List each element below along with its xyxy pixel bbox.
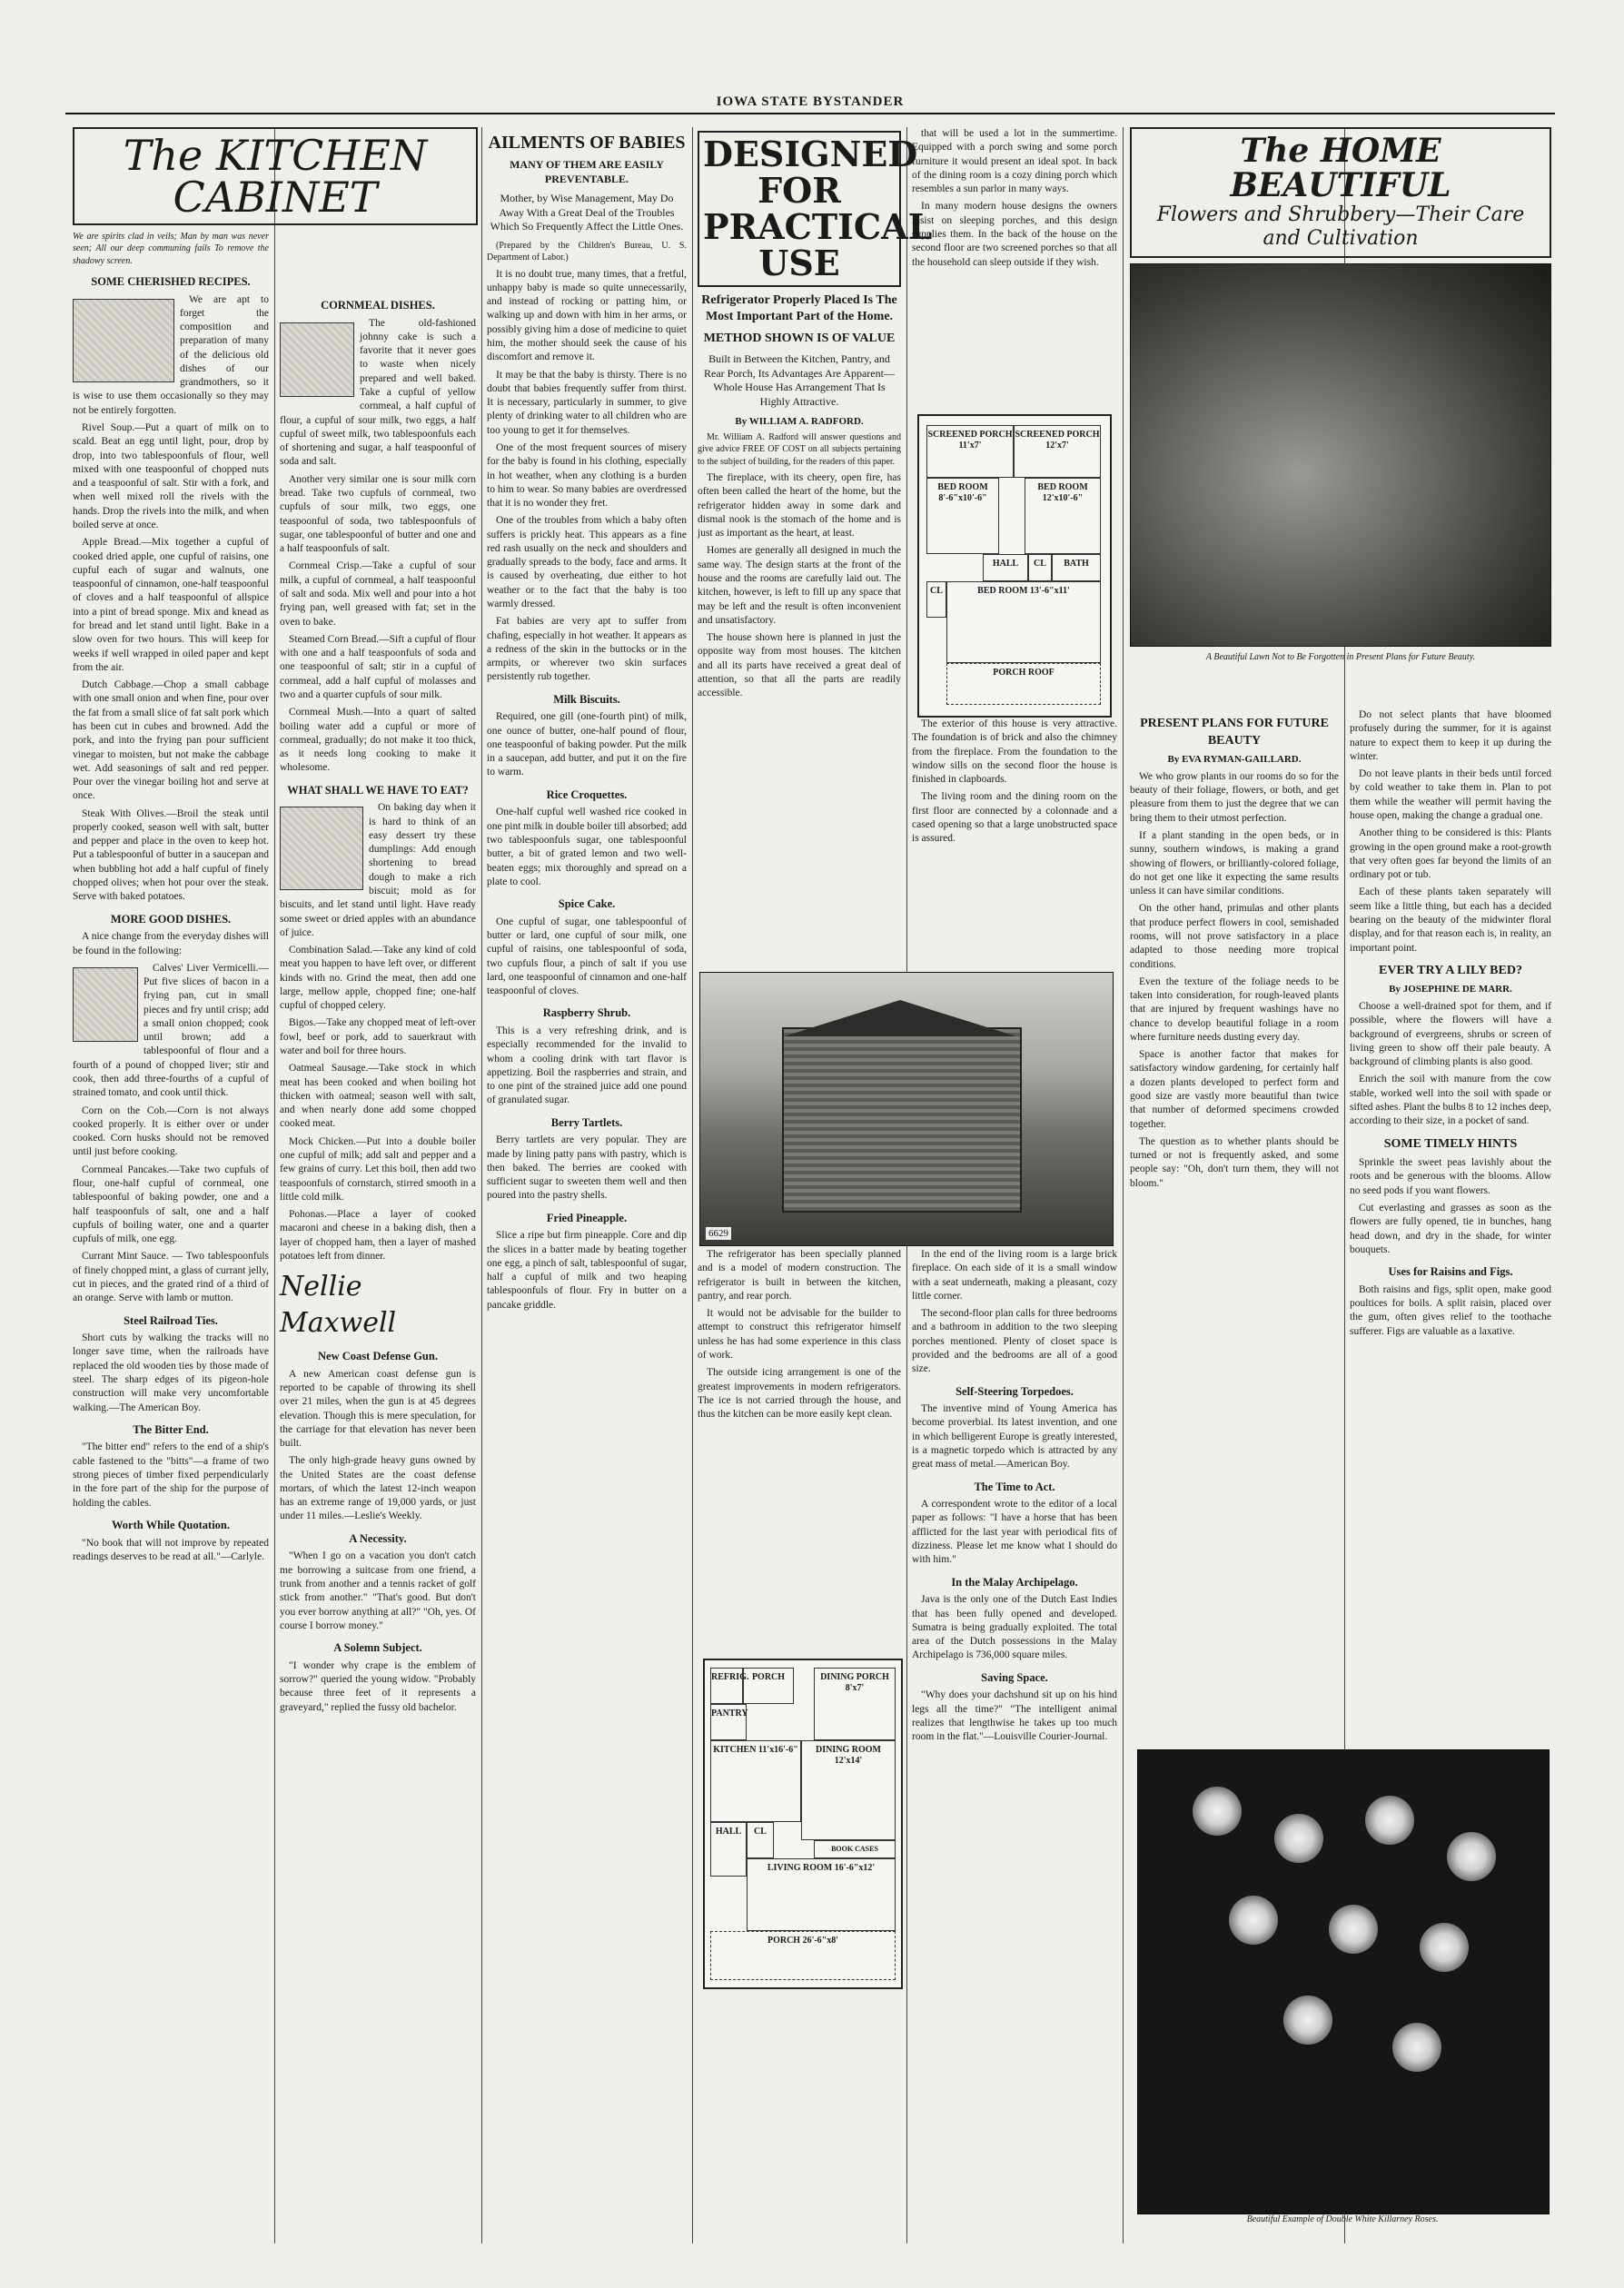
kitchen-cabinet-title: The KITCHEN CABINET — [123, 131, 428, 222]
section-title: MORE GOOD DISHES. — [110, 912, 232, 926]
article-body: Cut everlasting and grasses as soon as the flowers are fully opened, tie in bunches, hang head down, and dry in the shade, for winter bouquets. — [1350, 1203, 1551, 1255]
article-deck: MANY OF THEM ARE EASILY PREVENTABLE. — [510, 158, 664, 185]
article-body: Another very similar one is sour milk corn bread. Take two cupfuls of cornmeal, two cupfuls of sour milk, two eggs, one teaspoonful of soda, two tablespoonfuls of sugar, one tablespoonful of butter and one and a half teaspoonfuls of salt. — [280, 473, 476, 555]
poem: We are spirits clad in veils; Man by man was never seen; All our deep communing fails To remove the shadowy screen. — [73, 232, 269, 266]
kitchen-illustration — [73, 299, 174, 382]
article-deck: Built in Between the Kitchen, Pantry, and Rear Porch, Its Advantages Are Apparent—Whole House Has Arrangement That Is Highly Attractive. — [704, 352, 895, 408]
plan-room: BOOK CASES — [814, 1840, 896, 1858]
article-title: The Bitter End. — [133, 1422, 209, 1436]
article-body: Pohonas.—Place a layer of cooked macaroni and cheese in a baking dish, then a layer of chopped ham, then a layer of mashed potatoes left from dinner. — [280, 1209, 476, 1262]
present-plans-column — [1130, 708, 1339, 1735]
article-body: A correspondent wrote to the editor of a local paper as follows: "I have a horse that has been afflicted for the last year with periodical fits of dizziness. Please let me know what I should do with him." — [912, 1499, 1117, 1566]
article-body: In the end of the living room is a large brick fireplace. On each side of it is a small window with a seat underneath, making a pleasant, cozy little corner. — [912, 1249, 1117, 1302]
plan-room: SCREENED PORCH 11'x7' — [926, 425, 1014, 478]
article-body: "Why does your dachshund sit up on his hind legs all the time?" "The intelligent animal realizes that lengthwise he takes up too much room in the flat."—Louisville Courier-Journal. — [912, 1689, 1117, 1743]
article-body: In many modern house designs the owners insist on sleeping porches, and this design supplies them. In the back of the house on the second floor are two screened porches so that all the household can sleep outside if they wish. — [912, 201, 1117, 268]
article-title: Fried Pineapple. — [546, 1211, 628, 1224]
article-body: It may be that the baby is thirsty. There is no doubt that babies frequently suffer from thirst. It is necessary, particularly in summer, to give plenty of drinking water to all children who are too young to get it for themselves. — [487, 369, 687, 436]
rose-bloom — [1283, 1996, 1332, 2045]
article-body: Mock Chicken.—Put into a double boiler one cupful of milk; add salt and pepper and a few grains of curry. Let this boil, then add two teaspoonfuls of cornstarch, stirred smooth in a little cold milk. — [280, 1135, 476, 1203]
plan-room: SCREENED PORCH 12'x7' — [1014, 425, 1101, 478]
article-body: Java is the only one of the Dutch East Indies that has been fully opened and developed. Sumatra is being gradually exploited. The total area of the Dutch possessions in the Malay Archipelago is 736,000 square miles. — [912, 1594, 1117, 1661]
article-headline: DESIGNED FOR PRACTICAL USE — [698, 131, 901, 287]
practical-use-lower — [698, 1248, 901, 1648]
article-body: Do not leave plants in their beds until forced by cold weather to take them in. Plan to pot them while the weather will permit having the house open, making the change a gradual one. — [1350, 768, 1551, 821]
article-body: "The bitter end" refers to the end of a ship's cable fastened to the "bitts"—a frame of two strong pieces of timber fixed perpendicularly in the fore part of the ship for the purpose of holding the cables. — [73, 1441, 269, 1509]
column-five-lower — [912, 1248, 1117, 2247]
article-title: New Coast Defense Gun. — [318, 1350, 438, 1363]
recipe-mint-sauce: Currant Mint Sauce. — Two tablespoonfuls of finely chopped mint, a glass of currant jelly, cut in pieces, and the grated rind of a third of an orange. Serve with lamb or mutton. — [73, 1251, 269, 1304]
practical-use-column — [698, 127, 933, 981]
article-body: The question as to whether plants should be turned or not is frequently asked, and some people say: "Oh, don't turn them, they will not bloom." — [1130, 1135, 1339, 1189]
plan-room: KITCHEN 11'x16'-6" — [710, 1740, 801, 1822]
article-title: Spice Cake. — [558, 897, 616, 911]
article-deck: METHOD SHOWN IS OF VALUE — [703, 331, 896, 345]
article-body: This is a very refreshing drink, and is especially recommended for the invalid to whom a cooling drink with tart flavor is appetizing. Boil the raspberries and strain, and to one pint of the strained juice add one pound of granulated sugar. — [487, 1025, 687, 1106]
article-body: that will be used a lot in the summertime. Equipped with a porch swing and some porch furniture it would present an ideal spot. In back of the dining room is a cozy dining porch which resembles a sun parlor in many ways. — [912, 128, 1117, 195]
article-deck: Refrigerator Properly Placed Is The Most Important Part of the Home. — [701, 292, 897, 323]
article-body: Fat babies are very apt to suffer from chafing, especially in hot weather. It appears as a redness of the skin in the buttocks or in the armpits, or wherever two skin surfaces persistently rub together. — [487, 616, 687, 683]
article-credit: (Prepared by the Children's Bureau, U. S. Department of Labor.) — [487, 240, 687, 263]
article-body: "I wonder why crape is the emblem of sorrow?" queried the young widow. "Probably because three feet of it represents a graveyard," replied the fussy old bachelor. — [280, 1659, 476, 1713]
plan-room: CL — [747, 1822, 774, 1858]
article-body: "When I go on a vacation you don't catch me borrowing a suitcase from one friend, a trunk from another and a tennis racket of golf stick from another." "That's good. But don't you ever borrow anything at all?" "Oh, yes. Of course I borrow money." — [280, 1550, 476, 1631]
plan-room: CL — [926, 581, 946, 618]
article-title: Berry Tartlets. — [550, 1115, 623, 1129]
article-title: A Necessity. — [349, 1531, 407, 1545]
article-headline: PRESENT PLANS FOR FUTURE BEAUTY — [1140, 717, 1329, 748]
house-photo — [699, 972, 1114, 1246]
plan-room: BED ROOM 12'x10'-6" — [1025, 478, 1101, 554]
article-body: The old-fashioned johnny cake is such a favorite that it never goes to waste when nicely prepared and well baked. Take a cupful of yellow cornmeal, a half cupful of flour, a cupful of sour milk, two eggs, a half cupful of sweet milk, two tablespoonfuls each of shortening and sugar, a half teaspoonful of soda and salt. — [280, 317, 476, 468]
article-body: Berry tartlets are very popular. They are made by lining patty pans with pastry, which is then baked. The berries are cooked with sufficient sugar to sweeten them well and then poured into the pastry shells. — [487, 1134, 687, 1202]
article-body: One of the troubles from which a baby often suffers is prickly heat. This appears as a fine red rash usually on the neck and shoulders and gradually spreads to the body, face and arms. It is caused by overheating, due either to hot weather or to the fact that the baby is too warmly dressed. — [487, 515, 687, 610]
signature: Nellie Maxwell — [280, 1271, 397, 1340]
recipe-apple-bread: Apple Bread.—Mix together a cupful of cooked dried apple, one cupful of raisins, one cupful each of sugar and walnuts, one teaspoonful of cinnamon, one-half teaspoonful of cloves and a half teaspoonful of allspice into a pint of bread sponge. Mix and knead as for bread and let stand until light. Bake in a slow oven for two hours. This will keep for weeks if well wrapped in oiled paper and kept from the air. — [73, 537, 269, 673]
article-title: Rice Croquettes. — [546, 787, 628, 801]
byline: By JOSEPHINE DE MARR. — [1389, 984, 1512, 995]
article-body: One of the most frequent sources of misery for the baby is found in his clothing, especially in hot weather, when any clothing is a burden to him to wear. So many babies are overdressed that it is no wonder they fret. — [487, 441, 687, 510]
home-beautiful-subtitle: Flowers and Shrubbery—Their Care and Cultivation — [1156, 203, 1525, 250]
cornmeal-column — [280, 291, 476, 2243]
article-body: Sprinkle the sweet peas lavishly about the roots and be generous with the blooms. Allow no seed pods if you want flowers. — [1350, 1157, 1551, 1196]
article-headline: SOME TIMELY HINTS — [1383, 1136, 1518, 1151]
article-title: A Solemn Subject. — [333, 1641, 422, 1655]
article-body: Both raisins and figs, split open, make good poultices for boils. A split raisin, placed over the gum, often gives relief to the toothache sufferer. Figs are valuable as a laxative. — [1350, 1283, 1551, 1337]
section-title: WHAT SHALL WE HAVE TO EAT? — [287, 783, 469, 797]
column-rule — [692, 127, 693, 2243]
plan-room: BED ROOM 13'-6"x11' — [946, 581, 1101, 663]
article-title: Saving Space. — [981, 1670, 1048, 1684]
article-body: One cupful of sugar, one tablespoonful of butter or lard, one cupful of sour milk, one cupful of raisins, one tablespoonful of soda, two cupfuls flour, a pinch of salt if you use lard, one teaspoonful of cinnamon and one-half teaspoonful of cloves. — [487, 916, 687, 997]
article-body: The outside icing arrangement is one of the greatest improvements in modern refrigerators. The ice is not carried through the house, and thus the kitchen can be more easily kept clean. — [698, 1367, 901, 1421]
dumplings-illustration — [280, 807, 363, 890]
article-body: The refrigerator has been specially planned and is a model of modern construction. The refrigerator is built in between the kitchen, pantry, and rear porch. — [698, 1249, 901, 1302]
article-body: If a plant standing in the open beds, or in sunny, southern windows, is making a grand showing of flowers, or brilliantly-colored foliage, do not get one like it expecting the same results unless it can have similar conditions. — [1130, 829, 1339, 897]
rose-bloom — [1274, 1814, 1323, 1863]
column-rule — [481, 127, 482, 2243]
article-title: Uses for Raisins and Figs. — [1388, 1265, 1513, 1279]
article-body: The inventive mind of Young America has become proverbial. Its latest invention, and one in which belligerent Europe is greatly interested, is a magnetic torpedo which is attracted by any great mass of metal.—American Boy. — [912, 1403, 1117, 1471]
article-body: On baking day when it is hard to think of an easy dessert try these dumplings: Add enough shortening to bread dough to make a rich biscuit; mold as for biscuits, and let stand until light. Have ready some sweet or dried apples with an abundance of juice. — [280, 802, 476, 938]
article-body: It would not be advisable for the builder to attempt to construct this refrigerator himself unless he has had some experience in this class of work. — [698, 1308, 901, 1361]
plan-room: PORCH 26'-6"x8' — [710, 1931, 896, 1980]
kitchen-cabinet-header — [73, 127, 478, 225]
practical-use-continued — [912, 127, 1117, 427]
article-body: Choose a well-drained spot for them, and if possible, where the flowers will have a background of evergreens, shrubs or screen of living green to show off their pale beauty. A background of climbing plants is also good. — [1350, 1001, 1551, 1068]
photo-number: 6629 — [706, 1227, 731, 1240]
plan-room: REFRIG. — [710, 1668, 743, 1704]
section-title: SOME CHERISHED RECIPES. — [91, 274, 251, 288]
plan-room: HALL — [983, 554, 1028, 581]
house-shape — [782, 1027, 1022, 1213]
article-body: Enrich the soil with manure from the cow stable, worked well into the soil with spade or sifted ashes. Plant the bulbs 8 to 12 inches deep, according to their size, in a pocket of sand. — [1350, 1074, 1551, 1127]
home-beautiful-header — [1130, 127, 1551, 258]
plan-room: DINING ROOM 12'x14' — [801, 1740, 896, 1840]
article-title: Self-Steering Torpedoes. — [956, 1384, 1074, 1398]
plan-room: PANTRY — [710, 1704, 747, 1740]
article-body: One-half cupful well washed rice cooked in one pint milk in double boiler till absorbed; add two tablespoonfuls sugar, one tablespoonful butter, a bit of grated lemon and two well-beaten eggs; mix thoroughly and spread on a plate to cool. — [487, 807, 687, 887]
article-body: On the other hand, primulas and other plants that produce perfect flowers in cool, semishaded rooms, will not prove satisfactory in a place adapted to those needing more tropical conditions. — [1130, 903, 1339, 970]
article-body: Do not select plants that have bloomed profusely during the summer, for it is against nature to expect them to keep it up during the winter. — [1350, 709, 1551, 762]
article-headline: AILMENTS OF BABIES — [488, 133, 686, 153]
article-body: Cornmeal Crisp.—Take a cupful of sour milk, a cupful of cornmeal, a half teaspoonful of salt and soda. Mix well and pour into a hot frying pan, well greased with fat; set in the oven to bake. — [280, 560, 476, 628]
article-body: "No book that will not improve by repeated readings deserves to be read at all."—Carlyle. — [73, 1537, 269, 1562]
plan-room: LIVING ROOM 16'-6"x12' — [747, 1858, 896, 1931]
article-body: Short cuts by walking the tracks will no longer save time, when the railroads have replaced the old wooden ties by those made of steel. The sharp edges of its pigeon-hole construction will make very uncomfortable walking.—The American Boy. — [73, 1332, 269, 1413]
article-body: Required, one gill (one-fourth pint) of milk, one ounce of butter, one-half pound of flour, one teaspoonful of baking powder. Put the milk in a saucepan, add butter, and put it on the fire to warm. — [487, 711, 687, 778]
section-title: CORNMEAL DISHES. — [321, 299, 435, 312]
article-title: Raspberry Shrub. — [542, 1006, 631, 1020]
second-floor-plan — [917, 414, 1112, 718]
plan-room: CL — [1028, 554, 1052, 581]
lily-column — [1350, 708, 1551, 1735]
article-body: Another thing to be considered is this: Plants growing in the open ground make a root-growth that very often goes far beyond the limits of an ordinary pot or tub. — [1350, 827, 1551, 881]
photo-caption: Beautiful Example of Double White Killarney Roses. — [1246, 2214, 1439, 2224]
rose-bloom — [1392, 2023, 1441, 2072]
pot-illustration — [280, 322, 354, 397]
byline: By EVA RYMAN-GAILLARD. — [1167, 754, 1302, 766]
article-headline: EVER TRY A LILY BED? — [1379, 963, 1522, 977]
babies-column — [487, 127, 687, 2243]
article-body: Steamed Corn Bread.—Sift a cupful of flour with one and a half teaspoonfuls of soda and one teaspoonful of salt; stir in a cupful of cornmeal, add a half cupful of molasses and two and a quarter cupfuls of sour milk. — [280, 633, 476, 700]
editor-note: Mr. William A. Radford will answer questions and give advice FREE OF COST on all subjects pertaining to the subject of building, for the readers of this paper. — [698, 432, 901, 467]
lawn-photo — [1130, 263, 1551, 647]
recipe-calves-liver: Calves' Liver Vermicelli.—Put five slices of bacon in a frying pan, cut in small pieces and fry until crisp; add a small onion chopped; cook until brown; add a tablespoonful of flour and a fourth of a pound of chopped liver; stir and cook, then add three-fourths of a cupful of strained tomato, and cook until thick. — [73, 962, 269, 1099]
rose-bloom — [1420, 1923, 1469, 1972]
article-body: The second-floor plan calls for three bedrooms and a bathroom in addition to the two sleeping porches mentioned. Plenty of closet space is provided and the bedrooms are all of a good size. — [912, 1308, 1117, 1375]
recipe-dutch-cabbage: Dutch Cabbage.—Chop a small cabbage with one small onion and when fine, pour over the fat from a small slice of fat salt pork which has been cut in cubes and browned. Add the pork, and into the frying pan pour sufficient vinegar to moisten, but not make the cabbage wet. Add seasonings of salt and red pepper. Pour over the vinegar boiling hot and serve at once. — [73, 679, 269, 802]
article-body: The only high-grade heavy guns owned by the United States are the coast defense mortars, of which the latest 12-inch weapon has an extreme range of 19,000 yards, or just under 11 miles.—Leslie's Weekly. — [280, 1455, 476, 1522]
recipe-intro: A nice change from the everyday dishes will be found in the following: — [73, 931, 269, 956]
article-deck: Mother, by Wise Management, May Do Away With a Great Deal of the Troubles Which So Frequently Affect the Little Ones. — [490, 192, 684, 233]
recipe-intro: We are apt to forget the composition and preparation of many of the delicious old dishes of our grandmothers, so it is wise to use them occasionally so they may not be entirely forgotten. — [73, 293, 269, 416]
practical-use-continued — [912, 718, 1117, 963]
article-title: Milk Biscuits. — [553, 692, 620, 706]
article-body: Cornmeal Mush.—Into a quart of salted boiling water add a cupful or more of cornmeal, gradually; do not make it too thick, as it needs long cooking to make it wholesome. — [280, 707, 476, 774]
plan-room: BED ROOM 8'-6"x10'-6" — [926, 478, 999, 554]
article-body: Slice a ripe but firm pineapple. Core and dip the slices in a batter made by beating together one egg, a pinch of salt, tablespoonful of sugar, half a cupful of milk and two heaping tablespoonfuls of flour. Fry in butter on a pancake griddle. — [487, 1230, 687, 1311]
recipe-steak-olives: Steak With Olives.—Broil the steak until properly cooked, season well with salt, butter and pepper and place in the oven to keep hot. Put a tablespoonful of butter in a saucepan and when bubbling hot add a half cupful of finely chopped olives; when hot pour over the steak. Serve with baked potatoes. — [73, 807, 269, 903]
column-rule — [274, 127, 275, 2243]
article-title: In the Malay Archipelago. — [951, 1575, 1078, 1589]
article-body: The living room and the dining room on the first floor are connected by a colonnade and a cased opening so that a large unobstructed space is assured. — [912, 791, 1117, 845]
article-body: Space is another factor that makes for satisfactory window gardening, for certainly half a dozen plants developed to perfect form and good size are vastly more beautiful than twice that number of deformed specimens crowded together. — [1130, 1049, 1339, 1130]
article-body: Combination Salad.—Take any kind of cold meat you happen to have left over, or different kinds with no. Grind the meat, then add one large, mellow apple, chopped fine; one-half cupful of chopped celery. — [280, 945, 476, 1012]
article-body: It is no doubt true, many times, that a fretful, unhappy baby is made so quite unnecessarily, and instead of rocking or patting him, or walking up and down with him in her arms, or possibly giving him a dose of medicine to quiet him, the mother should seek the cause of his discomfort and remove it. — [487, 268, 687, 363]
article-body: The exterior of this house is very attractive. The foundation is of brick and also the chimney from the fireplace. From the foundation to the window sills on the second floor the house is finished in clapboards. — [912, 718, 1117, 786]
article-title: Worth While Quotation. — [112, 1518, 230, 1531]
cook-illustration — [73, 967, 138, 1042]
byline: By WILLIAM A. RADFORD. — [735, 415, 864, 427]
masthead: IOWA STATE BYSTANDER — [716, 94, 905, 109]
article-title: Steel Railroad Ties. — [124, 1313, 218, 1327]
column-rule — [1123, 127, 1124, 2243]
article-body: Oatmeal Sausage.—Take stock in which meat has been cooked and when boiling hot thicken with oatmeal; season well with salt, and when nearly done add some chopped cooked meat. — [280, 1063, 476, 1130]
plan-room: DINING PORCH 8'x7' — [814, 1668, 896, 1740]
article-body: Each of these plants taken separately will seem like a little thing, but each has a decided bearing on the beauty of the midwinter floral display, and for that reason each is, in reality, an important point. — [1350, 886, 1551, 954]
article-body: Even the texture of the foliage needs to be taken into consideration, for rough-leaved plants that are injured by frequent washings have no chance to develop beautiful foliage in a room where furniture needs dusting every day. — [1130, 976, 1339, 1043]
rose-bloom — [1329, 1905, 1378, 1954]
article-body: Homes are generally all designed in much the same way. The design starts at the front of the house and the rooms are carefully laid out. The kitchen, however, is left to fill up any space that may be left and the result is often inconvenient and unsatisfactory. — [698, 545, 901, 626]
article-body: We who grow plants in our rooms do so for the beauty of their foliage, flowers, or both, and get pleasure from them to just the degree that we can bring them to their utmost perfection. — [1130, 770, 1339, 824]
rose-bloom — [1447, 1832, 1496, 1881]
recipe-corn: Corn on the Cob.—Corn is not always cooked properly. It is either over or under cooked. Corn husks should not be removed until just before cooking. — [73, 1104, 269, 1158]
rose-bloom — [1193, 1787, 1242, 1836]
plan-room: BATH — [1052, 554, 1101, 581]
first-floor-plan — [703, 1659, 903, 1989]
rose-bloom — [1229, 1896, 1278, 1945]
home-beautiful-title: The HOME BEAUTIFUL — [1230, 132, 1451, 204]
roses-photo — [1137, 1749, 1550, 2214]
photo-caption: A Beautiful Lawn Not to Be Forgotten in Present Plans for Future Beauty. — [1205, 652, 1476, 663]
plan-room: HALL — [710, 1822, 747, 1877]
rose-bloom — [1365, 1796, 1414, 1845]
home-beautiful-section — [1130, 127, 1551, 669]
article-body: Bigos.—Take any chopped meat of left-over fowl, beef or pork, add to sauerkraut with water and boil for three hours. — [280, 1017, 476, 1057]
article-body: A new American coast defense gun is reported to be capable of throwing its shell over 21 miles, when the gun is at 45 degrees elevation. Though this is mere speculation, for the carriage for that elevation has never been built. — [280, 1368, 476, 1450]
article-body: The fireplace, with its cheery, open fire, has often been called the heart of the home, but the refrigerator hidden away in some dark and dismal nook is the stomach of the home and is just as important as the heart, at least. — [698, 472, 901, 540]
masthead-rule — [65, 113, 1555, 114]
recipe-cornmeal-pancakes: Cornmeal Pancakes.—Take two cupfuls of flour, one-half cupful of cornmeal, one tablespoonful of baking powder, one and a half teaspoonfuls of salt, one and a half cupfuls of boiling water, one and a quarter cupfuls of milk, one egg. — [73, 1164, 269, 1245]
article-title: The Time to Act. — [974, 1480, 1055, 1493]
recipe-rivel-soup: Rivel Soup.—Put a quart of milk on to scald. Beat an egg until light, pour, drop by drop, into two tablespoonfuls of flour, well mixed with one teaspoonful of chopped nuts and a teaspoonful of salt. Stir with a fork, and when well mixed roll the rivels with the hands. Drop the rivels into the milk, and when boiled serve at once. — [73, 422, 269, 531]
plan-room: PORCH — [743, 1668, 794, 1704]
article-body: The house shown here is planned in just the opposite way from most houses. The kitchen and all its parts have received a great deal of attention, so that all the parts are readily accessible. — [698, 632, 901, 699]
plan-room: PORCH ROOF — [946, 663, 1101, 705]
